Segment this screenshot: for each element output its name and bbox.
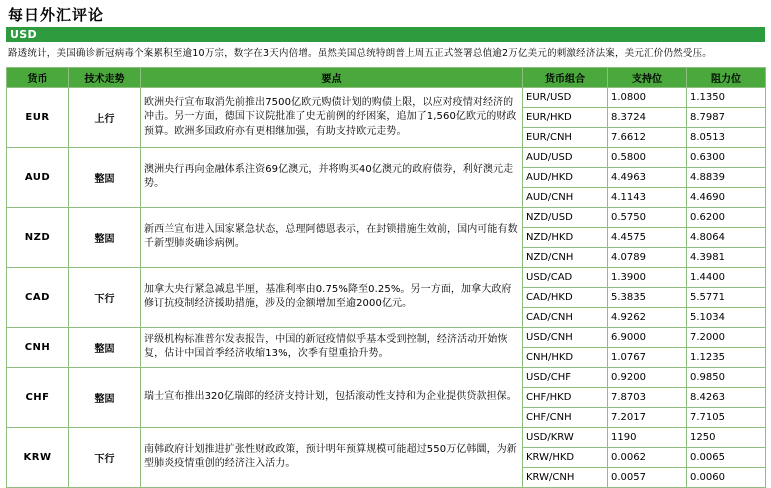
- support-level-cell: 1.0767: [608, 347, 687, 367]
- currency-cell: CNH: [7, 327, 69, 367]
- currency-pair-cell: USD/CAD: [523, 267, 608, 287]
- technical-trend-cell: 整固: [69, 207, 141, 267]
- currency-pair-cell: NZD/USD: [523, 207, 608, 227]
- column-header-support: 支持位: [608, 67, 687, 87]
- table-row: [7, 367, 766, 387]
- keypoints-cell: 瑞士宣布推出320亿瑞郎的经济支持计划，包括滚动性支持和为企业提供贷款担保。: [141, 367, 523, 427]
- table-row: [7, 267, 766, 287]
- resistance-level-cell: 0.9850: [687, 367, 766, 387]
- support-level-cell: 0.5800: [608, 147, 687, 167]
- resistance-level-cell: 1.1235: [687, 347, 766, 367]
- market-summary-text: 路透统计，美国确诊新冠病毒个案累积至逾10万宗，数字在3天内倍增。虽然美国总统特朗普上周五正式签署总值逾2万亿美元的刺激经济法案，美元汇价仍然受压。: [8, 48, 712, 59]
- currency-cell: KRW: [7, 427, 69, 487]
- table-row: [7, 207, 766, 227]
- currency-pair-cell: USD/KRW: [523, 427, 608, 447]
- currency-pair-cell: CNH/HKD: [523, 347, 608, 367]
- resistance-level-cell: 7.2000: [687, 327, 766, 347]
- resistance-level-cell: 1.1350: [687, 87, 766, 107]
- support-level-cell: 4.0789: [608, 247, 687, 267]
- table-header-row: [7, 67, 766, 87]
- technical-trend-cell: 整固: [69, 367, 141, 427]
- keypoints-cell: 南韩政府计划推进扩张性财政政策，预计明年预算规模可能超过550万亿韩圜，为新型肺炎疫情重创的经济注入活力。: [141, 427, 523, 487]
- support-level-cell: 0.0062: [608, 447, 687, 467]
- support-level-cell: 6.9000: [608, 327, 687, 347]
- support-level-cell: 7.2017: [608, 407, 687, 427]
- resistance-level-cell: 8.4263: [687, 387, 766, 407]
- resistance-level-cell: 7.7105: [687, 407, 766, 427]
- support-level-cell: 4.9262: [608, 307, 687, 327]
- support-level-cell: 0.5750: [608, 207, 687, 227]
- column-header-pair: 货币组合: [523, 67, 608, 87]
- technical-trend-cell: 下行: [69, 267, 141, 327]
- resistance-level-cell: 8.7987: [687, 107, 766, 127]
- currency-pair-cell: CAD/HKD: [523, 287, 608, 307]
- resistance-level-cell: 5.5771: [687, 287, 766, 307]
- technical-trend-cell: 整固: [69, 147, 141, 207]
- table-row: [7, 147, 766, 167]
- resistance-level-cell: 0.0065: [687, 447, 766, 467]
- currency-cell: CAD: [7, 267, 69, 327]
- support-level-cell: 4.4963: [608, 167, 687, 187]
- support-level-cell: 4.1143: [608, 187, 687, 207]
- page-title: 每日外汇评论: [8, 6, 105, 24]
- column-header-currency: 货币: [7, 67, 69, 87]
- support-level-cell: 7.8703: [608, 387, 687, 407]
- resistance-level-cell: 1250: [687, 427, 766, 447]
- usd-section-header: USD: [6, 27, 765, 42]
- resistance-level-cell: 8.0513: [687, 127, 766, 147]
- keypoints-cell: 评级机构标准普尔发表报告，中国的新冠疫情似乎基本受到控制，经济活动开始恢复，估计中国首季经济收缩13%，次季有望重拾升势。: [141, 327, 523, 367]
- table-header: [7, 67, 766, 87]
- column-header-technical: 技术走势: [69, 67, 141, 87]
- resistance-level-cell: 0.6200: [687, 207, 766, 227]
- support-level-cell: 1.0800: [608, 87, 687, 107]
- table-body: [7, 87, 766, 487]
- resistance-level-cell: 5.1034: [687, 307, 766, 327]
- currency-pair-cell: USD/CHF: [523, 367, 608, 387]
- support-level-cell: 5.3835: [608, 287, 687, 307]
- column-header-keypoints: 要点: [141, 67, 523, 87]
- keypoints-cell: 新西兰宣布进入国家紧急状态，总理阿德恩表示，在封锁措施生效前，国内可能有数千新型肺炎确诊病例。: [141, 207, 523, 267]
- fx-table: [6, 67, 766, 488]
- keypoints-cell: 加拿大央行紧急减息半厘，基准利率由0.75%降至0.25%。另一方面，加拿大政府修订抗疫制经济援助措施，涉及的金额增加至逾2000亿元。: [141, 267, 523, 327]
- support-level-cell: 0.9200: [608, 367, 687, 387]
- technical-trend-cell: 整固: [69, 327, 141, 367]
- resistance-level-cell: 4.8064: [687, 227, 766, 247]
- currency-cell: NZD: [7, 207, 69, 267]
- currency-pair-cell: EUR/HKD: [523, 107, 608, 127]
- resistance-level-cell: 0.6300: [687, 147, 766, 167]
- table-row: [7, 87, 766, 107]
- support-level-cell: 1.3900: [608, 267, 687, 287]
- support-level-cell: 8.3724: [608, 107, 687, 127]
- resistance-level-cell: 4.4690: [687, 187, 766, 207]
- support-level-cell: 4.4575: [608, 227, 687, 247]
- currency-pair-cell: CHF/CNH: [523, 407, 608, 427]
- currency-pair-cell: KRW/CNH: [523, 467, 608, 487]
- table-row: [7, 427, 766, 447]
- currency-pair-cell: EUR/USD: [523, 87, 608, 107]
- currency-cell: AUD: [7, 147, 69, 207]
- currency-pair-cell: NZD/HKD: [523, 227, 608, 247]
- currency-pair-cell: USD/CNH: [523, 327, 608, 347]
- support-level-cell: 1190: [608, 427, 687, 447]
- column-header-resistance: 阻力位: [687, 67, 766, 87]
- currency-pair-cell: CHF/HKD: [523, 387, 608, 407]
- currency-pair-cell: AUD/HKD: [523, 167, 608, 187]
- resistance-level-cell: 1.4400: [687, 267, 766, 287]
- currency-pair-cell: AUD/CNH: [523, 187, 608, 207]
- technical-trend-cell: 上行: [69, 87, 141, 147]
- currency-pair-cell: NZD/CNH: [523, 247, 608, 267]
- currency-pair-cell: CAD/CNH: [523, 307, 608, 327]
- keypoints-cell: 澳洲央行再向金融体系注资69亿澳元，并将购买40亿澳元的政府债券，利好澳元走势。: [141, 147, 523, 207]
- currency-cell: CHF: [7, 367, 69, 427]
- currency-cell: EUR: [7, 87, 69, 147]
- support-level-cell: 7.6612: [608, 127, 687, 147]
- keypoints-cell: 欧洲央行宣布取消先前推出7500亿欧元购债计划的购债上限，以应对疫情对经济的冲击。另一方面，德国下议院批准了史无前例的纾困案，追加了1,560亿欧元的财政预算。欧洲多国政府亦有更相继加强，有助支持欧元走势。: [141, 87, 523, 147]
- table-row: [7, 327, 766, 347]
- resistance-level-cell: 4.8839: [687, 167, 766, 187]
- resistance-level-cell: 4.3981: [687, 247, 766, 267]
- currency-pair-cell: EUR/CNH: [523, 127, 608, 147]
- currency-pair-cell: KRW/HKD: [523, 447, 608, 467]
- resistance-level-cell: 0.0060: [687, 467, 766, 487]
- support-level-cell: 0.0057: [608, 467, 687, 487]
- currency-pair-cell: AUD/USD: [523, 147, 608, 167]
- technical-trend-cell: 下行: [69, 427, 141, 487]
